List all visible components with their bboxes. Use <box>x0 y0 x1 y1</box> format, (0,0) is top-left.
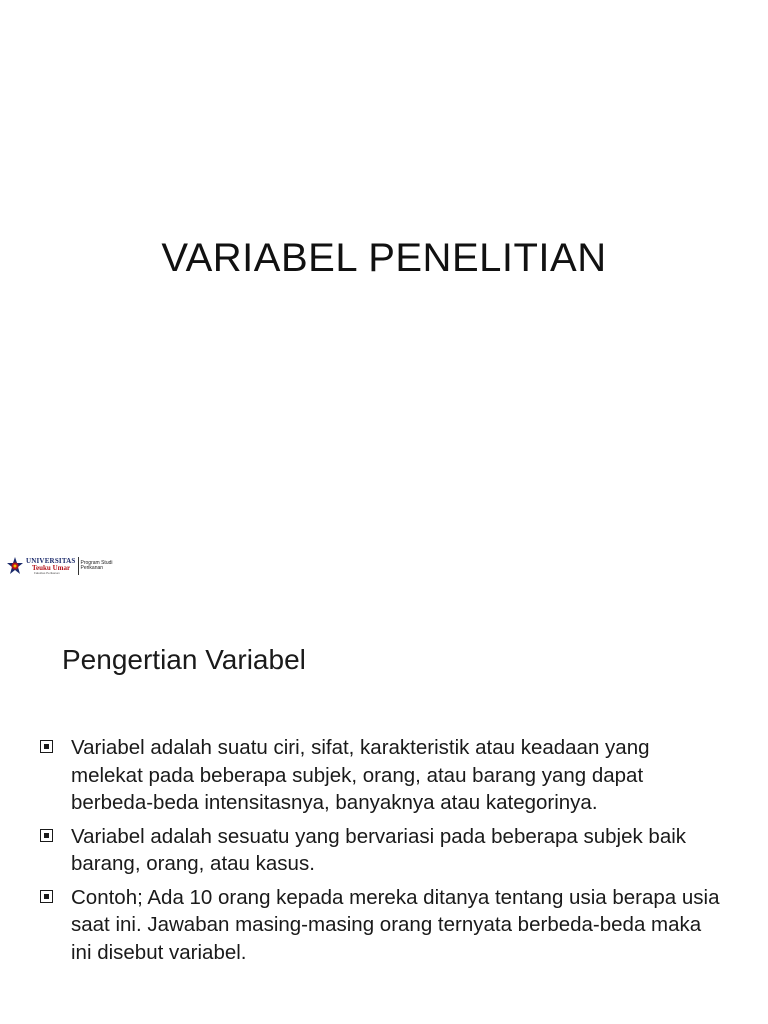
program-name <box>81 561 113 572</box>
program-line1: Program Studi <box>80 559 113 566</box>
section-title: Pengertian Variabel <box>62 644 306 675</box>
bullet-text: Variabel adalah suatu ciri, sifat, karakteristik atau keadaan yang melekat pada beberapa subjek, orang, atau barang yang dapat berbeda-beda intensitasnya, banyaknya atau kategorinya. <box>71 736 650 814</box>
square-bullet-icon <box>40 890 53 903</box>
list-item <box>40 734 720 817</box>
university-name-line3: Fakultas Perikanan <box>34 570 60 575</box>
university-name-line1: UNIVERSITAS <box>26 556 76 565</box>
university-name-line2: Teuku Umar <box>32 563 71 572</box>
program-line2: Perikanan <box>80 565 104 571</box>
university-name <box>26 558 76 575</box>
list-item <box>40 823 720 878</box>
bullet-text: Contoh; Ada 10 orang kepada mereka ditanya tentang usia berapa usia saat ini. Jawaban masing-masing orang ternyata berbeda-beda maka ini disebut variabel. <box>71 885 720 964</box>
university-logo <box>6 554 113 578</box>
main-title: VARIABEL PENELITIAN <box>161 236 607 280</box>
university-emblem-icon <box>6 557 24 575</box>
bullet-text: Variabel adalah sesuatu yang bervariasi pada beberapa subjek baik barang, orang, atau kasus. <box>71 824 687 875</box>
slide-content <box>0 556 768 1024</box>
square-bullet-icon <box>40 829 53 842</box>
logo-divider <box>78 557 79 575</box>
bullet-list <box>40 734 720 972</box>
square-bullet-icon <box>40 740 53 753</box>
list-item <box>40 884 720 967</box>
